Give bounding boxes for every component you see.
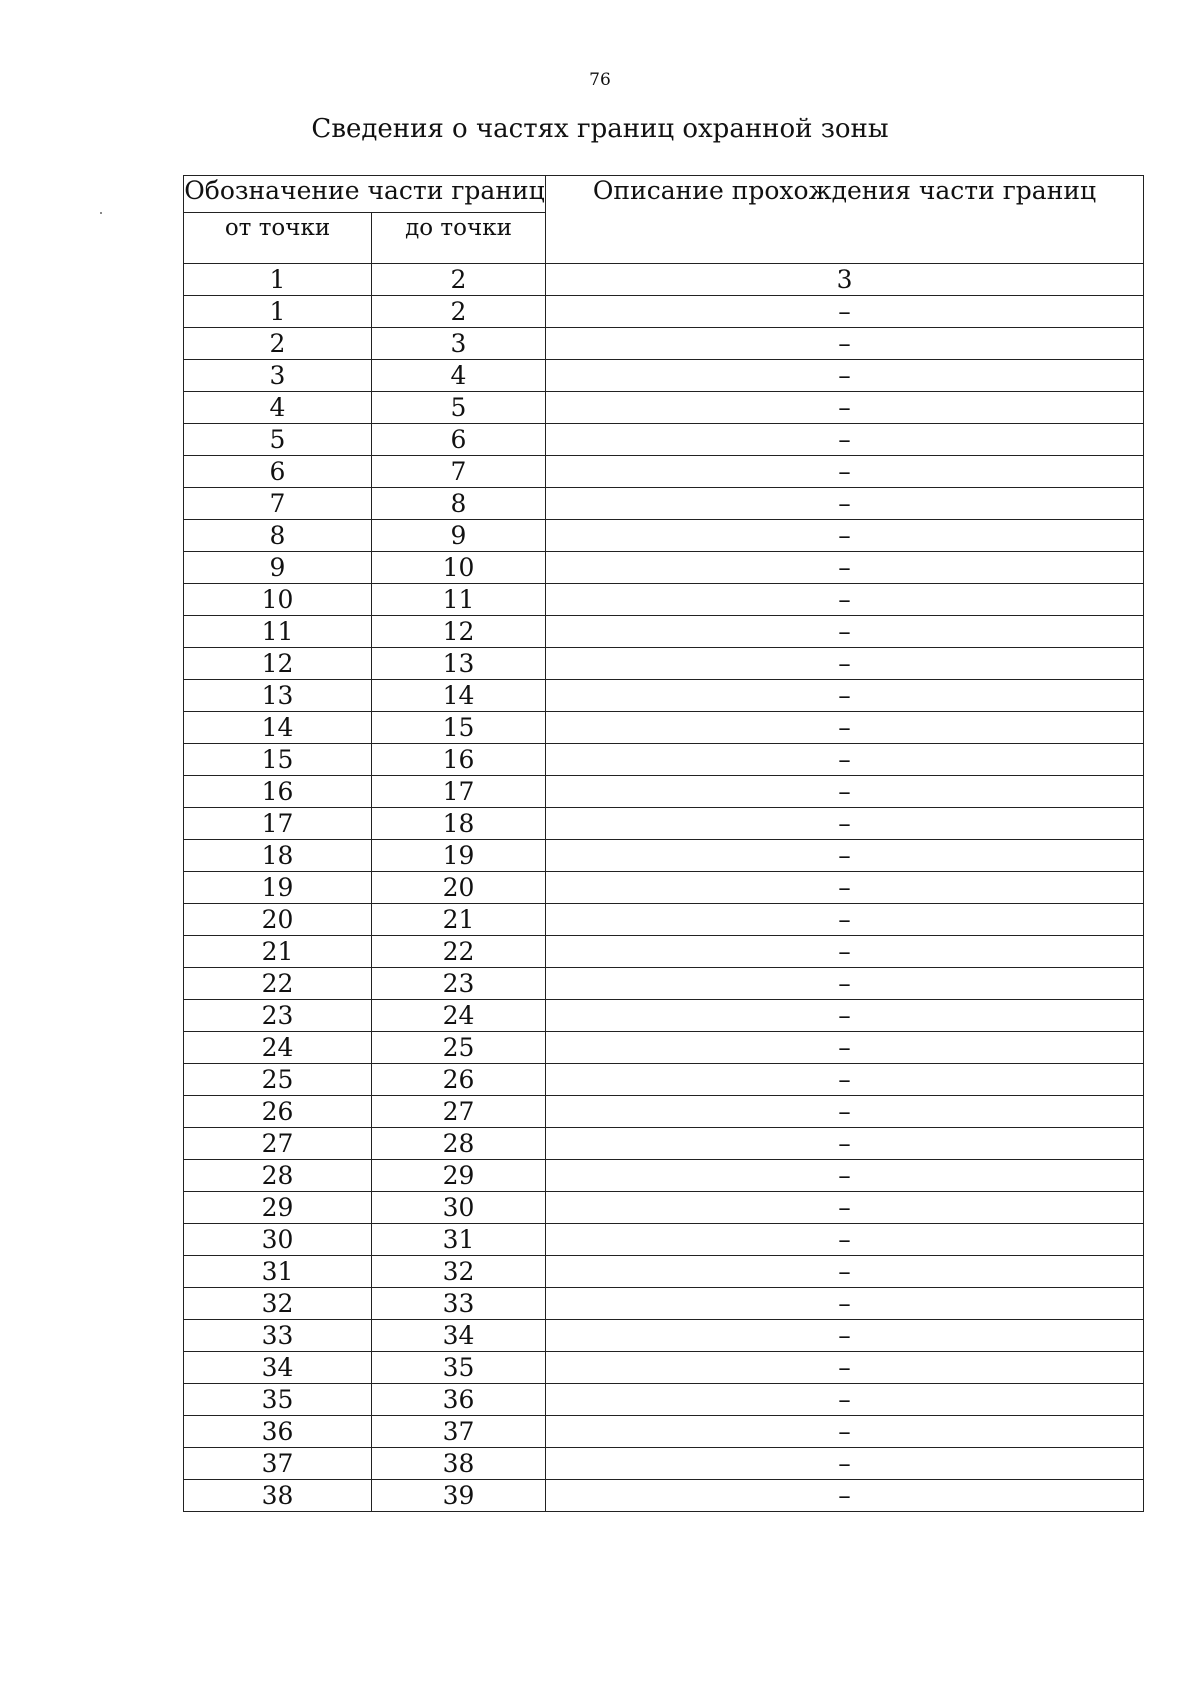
cell-from-point: 19	[184, 872, 372, 904]
cell-description: –	[546, 616, 1144, 648]
table-row	[184, 1096, 1144, 1128]
table-row	[184, 840, 1144, 872]
cell-from-point: 35	[184, 1384, 372, 1416]
cell-description: –	[546, 1096, 1144, 1128]
cell-to-point: 13	[372, 648, 546, 680]
cell-to-point: 17	[372, 776, 546, 808]
table-row	[184, 328, 1144, 360]
cell-to-point: 22	[372, 936, 546, 968]
table-row	[184, 1352, 1144, 1384]
cell-description: –	[546, 392, 1144, 424]
cell-from-point: 23	[184, 1000, 372, 1032]
cell-to-point: 7	[372, 456, 546, 488]
cell-from-point: 36	[184, 1416, 372, 1448]
cell-description: –	[546, 1480, 1144, 1512]
cell-description: –	[546, 680, 1144, 712]
table-row	[184, 360, 1144, 392]
cell-from-point: 6	[184, 456, 372, 488]
cell-from-point: 20	[184, 904, 372, 936]
cell-description: –	[546, 1256, 1144, 1288]
cell-description: –	[546, 1288, 1144, 1320]
cell-to-point: 35	[372, 1352, 546, 1384]
cell-from-point: 32	[184, 1288, 372, 1320]
table-row	[184, 936, 1144, 968]
table-row	[184, 776, 1144, 808]
table-row	[184, 1032, 1144, 1064]
cell-to-point: 11	[372, 584, 546, 616]
cell-to-point: 37	[372, 1416, 546, 1448]
cell-description: –	[546, 904, 1144, 936]
table-row	[184, 1320, 1144, 1352]
cell-from-point: 30	[184, 1224, 372, 1256]
table-row	[184, 712, 1144, 744]
cell-to-point: 2	[372, 296, 546, 328]
cell-description: –	[546, 488, 1144, 520]
header-boundary-designation: Обозначение части границ	[184, 176, 546, 213]
table-row	[184, 648, 1144, 680]
column-number: 3	[546, 264, 1144, 296]
page-number: 76	[589, 70, 611, 90]
table-row	[184, 904, 1144, 936]
cell-from-point: 28	[184, 1160, 372, 1192]
cell-from-point: 26	[184, 1096, 372, 1128]
cell-description: –	[546, 360, 1144, 392]
cell-to-point: 31	[372, 1224, 546, 1256]
table-row	[184, 1000, 1144, 1032]
cell-description: –	[546, 424, 1144, 456]
table-row	[184, 520, 1144, 552]
header-from-point: от точки	[184, 213, 372, 264]
cell-description: –	[546, 1064, 1144, 1096]
cell-to-point: 6	[372, 424, 546, 456]
cell-from-point: 3	[184, 360, 372, 392]
cell-from-point: 37	[184, 1448, 372, 1480]
cell-description: –	[546, 296, 1144, 328]
table-row	[184, 584, 1144, 616]
cell-from-point: 16	[184, 776, 372, 808]
cell-to-point: 34	[372, 1320, 546, 1352]
cell-to-point: 12	[372, 616, 546, 648]
cell-from-point: 22	[184, 968, 372, 1000]
table-body	[184, 264, 1144, 1512]
cell-from-point: 2	[184, 328, 372, 360]
cell-to-point: 20	[372, 872, 546, 904]
cell-description: –	[546, 520, 1144, 552]
cell-from-point: 24	[184, 1032, 372, 1064]
cell-from-point: 31	[184, 1256, 372, 1288]
cell-from-point: 15	[184, 744, 372, 776]
cell-description: –	[546, 1448, 1144, 1480]
cell-from-point: 9	[184, 552, 372, 584]
table-row	[184, 1160, 1144, 1192]
header-row-group	[184, 176, 1144, 213]
cell-to-point: 18	[372, 808, 546, 840]
cell-description: –	[546, 1000, 1144, 1032]
cell-to-point: 10	[372, 552, 546, 584]
cell-description: –	[546, 1128, 1144, 1160]
table-row	[184, 392, 1144, 424]
cell-from-point: 7	[184, 488, 372, 520]
cell-to-point: 28	[372, 1128, 546, 1160]
cell-description: –	[546, 744, 1144, 776]
boundary-table	[183, 175, 1144, 1512]
table-row	[184, 488, 1144, 520]
column-number-row	[184, 264, 1144, 296]
table-row	[184, 616, 1144, 648]
table-row	[184, 1192, 1144, 1224]
cell-description: –	[546, 1352, 1144, 1384]
table-row	[184, 1448, 1144, 1480]
column-number: 1	[184, 264, 372, 296]
table-row	[184, 456, 1144, 488]
cell-description: –	[546, 1320, 1144, 1352]
cell-to-point: 9	[372, 520, 546, 552]
column-number: 2	[372, 264, 546, 296]
cell-description: –	[546, 712, 1144, 744]
header-to-point: до точки	[372, 213, 546, 264]
cell-description: –	[546, 872, 1144, 904]
table-row	[184, 1256, 1144, 1288]
cell-from-point: 5	[184, 424, 372, 456]
cell-description: –	[546, 840, 1144, 872]
table-row	[184, 1128, 1144, 1160]
table-row	[184, 1288, 1144, 1320]
table-row	[184, 1480, 1144, 1512]
cell-to-point: 8	[372, 488, 546, 520]
cell-from-point: 4	[184, 392, 372, 424]
cell-description: –	[546, 648, 1144, 680]
table-row	[184, 680, 1144, 712]
cell-to-point: 15	[372, 712, 546, 744]
cell-from-point: 18	[184, 840, 372, 872]
cell-from-point: 12	[184, 648, 372, 680]
cell-to-point: 16	[372, 744, 546, 776]
cell-description: –	[546, 1032, 1144, 1064]
cell-to-point: 36	[372, 1384, 546, 1416]
table-row	[184, 424, 1144, 456]
scan-speck	[100, 212, 102, 214]
cell-description: –	[546, 936, 1144, 968]
table-row	[184, 1224, 1144, 1256]
cell-description: –	[546, 1224, 1144, 1256]
cell-description: –	[546, 328, 1144, 360]
cell-description: –	[546, 456, 1144, 488]
cell-from-point: 34	[184, 1352, 372, 1384]
cell-to-point: 19	[372, 840, 546, 872]
table-row	[184, 744, 1144, 776]
cell-to-point: 25	[372, 1032, 546, 1064]
cell-description: –	[546, 968, 1144, 1000]
cell-from-point: 27	[184, 1128, 372, 1160]
document-title: Сведения о частях границ охранной зоны	[311, 114, 889, 144]
table-row	[184, 1064, 1144, 1096]
table-row	[184, 968, 1144, 1000]
cell-to-point: 5	[372, 392, 546, 424]
boundary-parts-table	[183, 175, 1143, 1512]
cell-description: –	[546, 776, 1144, 808]
cell-to-point: 30	[372, 1192, 546, 1224]
cell-to-point: 32	[372, 1256, 546, 1288]
cell-description: –	[546, 584, 1144, 616]
cell-description: –	[546, 552, 1144, 584]
cell-from-point: 11	[184, 616, 372, 648]
table-row	[184, 296, 1144, 328]
cell-from-point: 25	[184, 1064, 372, 1096]
cell-to-point: 23	[372, 968, 546, 1000]
cell-from-point: 21	[184, 936, 372, 968]
cell-from-point: 13	[184, 680, 372, 712]
cell-to-point: 26	[372, 1064, 546, 1096]
cell-to-point: 29	[372, 1160, 546, 1192]
table-row	[184, 872, 1144, 904]
cell-from-point: 17	[184, 808, 372, 840]
table-row	[184, 552, 1144, 584]
table-row	[184, 808, 1144, 840]
cell-description: –	[546, 1384, 1144, 1416]
cell-to-point: 21	[372, 904, 546, 936]
cell-to-point: 3	[372, 328, 546, 360]
cell-from-point: 10	[184, 584, 372, 616]
cell-to-point: 24	[372, 1000, 546, 1032]
cell-to-point: 27	[372, 1096, 546, 1128]
cell-description: –	[546, 808, 1144, 840]
cell-to-point: 38	[372, 1448, 546, 1480]
cell-to-point: 4	[372, 360, 546, 392]
cell-from-point: 29	[184, 1192, 372, 1224]
cell-from-point: 14	[184, 712, 372, 744]
cell-description: –	[546, 1416, 1144, 1448]
table-header	[184, 176, 1144, 264]
cell-to-point: 14	[372, 680, 546, 712]
cell-to-point: 39	[372, 1480, 546, 1512]
cell-from-point: 1	[184, 296, 372, 328]
header-boundary-description: Описание прохождения части границ	[546, 176, 1144, 264]
cell-to-point: 33	[372, 1288, 546, 1320]
cell-description: –	[546, 1160, 1144, 1192]
cell-from-point: 8	[184, 520, 372, 552]
table-row	[184, 1416, 1144, 1448]
cell-from-point: 33	[184, 1320, 372, 1352]
cell-description: –	[546, 1192, 1144, 1224]
cell-from-point: 38	[184, 1480, 372, 1512]
table-row	[184, 1384, 1144, 1416]
